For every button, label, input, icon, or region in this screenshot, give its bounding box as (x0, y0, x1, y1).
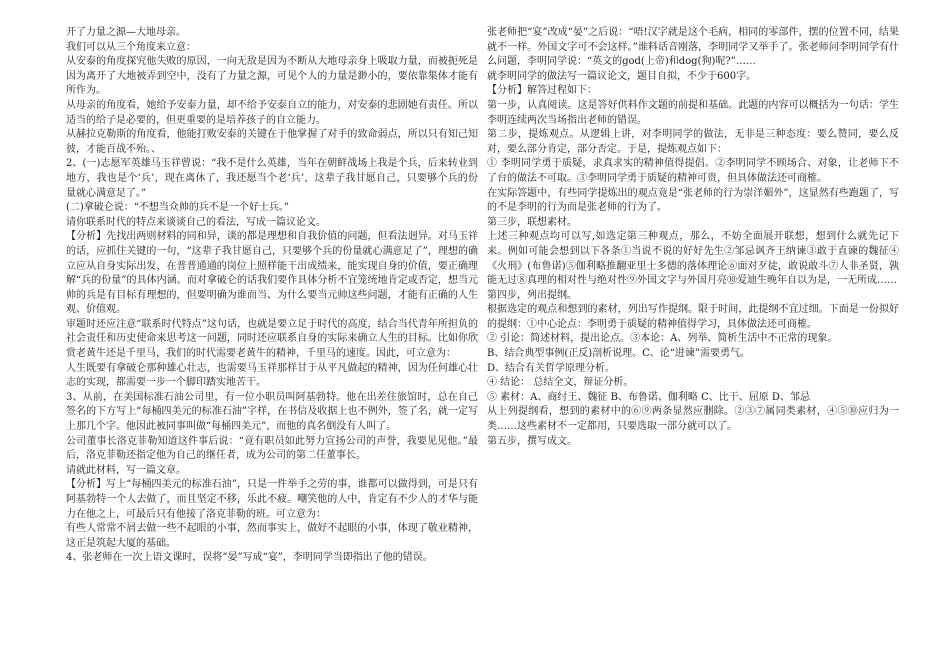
left-column (66, 26, 478, 566)
left-paragraph: 3、从前，在美国标准石油公司里，有一位小职员叫阿基勃特。他在出差住旅馆时，总在自己签名的下方写上“每桶四美元的标准石油”字样，在书信及收据上也不例外，签了名，就一定写上那几个字。他因此被同事叫做“每桶四美元”，而他的真名倒没有人叫了。 (66, 391, 478, 433)
left-paragraph: (二)拿破仑说：“不想当众帅的兵不是一个好士兵。” (66, 202, 290, 214)
left-paragraph: 【分析】先找出两则材料的同和异，谈的都是理想和自我价值的问题，但看法迥异。对马玉祥的话，应抓住关键的一句，“这辈子我甘愿自己，只要够个兵的份量就心满意足了”，理想的确立应从自身实际出发，在普普通通的岗位上照样能干出成绩来，能实现自身的价值，要正确理解“兵的份量”的具体内涵。而对拿破仑的话我们要作具体分析不宜笼统地肯定或否定，想当元帅的兵是有目标有理想的，但要明确为谁而当、为什么要当元帅这些问题，才能有正确的人生观、价值观。 (66, 231, 478, 316)
left-paragraph: 4、张老师在一次上语文课时，误将“晏”写成“宴”，李明同学当即指出了他的错误。 (66, 552, 433, 564)
right-paragraph: 就李明同学的做法写一篇议论文，题目自拟，不少于600字。 (487, 70, 757, 82)
left-paragraph: 人生既要有拿破仑那种雄心壮志，也需要马玉祥那样甘于从平凡做起的精神，因为任何雄心壮志的实现，都需要一步一个脚印踏实地苦干。 (66, 362, 478, 389)
left-paragraph: 我们可以从三个角度来立意： (66, 41, 196, 53)
right-paragraph: ④ 结论： 总结全文，辩证分析。 (487, 377, 634, 389)
right-paragraph: 【分析】解答过程如下： (487, 85, 597, 97)
left-paragraph: 从赫拉克勒斯的角度看，他能打败安泰的关键在于他掌握了对手的致命弱点，所以只有知己知彼，才能百战不殆。、 (66, 129, 478, 155)
right-paragraph: 第四步，列出提纲。 (487, 289, 577, 301)
left-paragraph: 公司董事长洛克菲勒知道这件事后说：“竟有职员如此努力宣扬公司的声誉，我要见见他。”最后，洛克菲勒还指定他为自己的继任者，成为公司的第二任董事长。 (66, 435, 478, 462)
left-paragraph: 从安泰的角度探究他失败的原因，一向无敌是因为不断从大地母亲身上吸取力量，而被扼死是因为离开了大地被弄到空中，没有了力量之源，可见个人的力量是渺小的，要依靠集体才能有所作为。 (66, 56, 478, 97)
left-paragraph: 有些人常常不屑去做一些不起眼的小事，然而事实上，做好不起眼的小事，体现了敬业精神，这正是筑起大厦的基础。 (66, 523, 478, 549)
right-paragraph: B、结合典型事例(正反)剖析说理。C、论“进谏”需要勇气。 (487, 348, 751, 360)
right-paragraph: ⑤ 素材：A、商纣王、魏征 B、布鲁诺、伽利略 C、比干、屈原 D、邹忌 (487, 391, 810, 403)
right-paragraph: ① 李明同学勇于质疑，求真求实的精神值得提倡。②李明同学不顾场合、对象，让老师下不了台的做法不可取。③李明同学勇于质疑的精神可贵，但具体做法还可商榷。 (487, 158, 899, 184)
right-paragraph: 在实际答题中，有些同学提炼出的观点竟是“张老师的行为崇洋媚外”，这显然有些跑题了，写的不是李明的行为而是张老师的行为了。 (487, 187, 899, 214)
left-paragraph: 从母亲的角度看，她给予安泰力量，却不给予安泰自立的能力，对安泰的悲剧她有责任。所以适当的给子是必要的，但更重要的是培养孩子的自立能力。 (66, 99, 478, 126)
right-paragraph: 张老师把“宴”改成“晏”之后说：“唔!汉字就是这个毛病，相同的零部件，摆的位置不同，结果就不一样。外国文字可不会这样。”谁料话音刚落，李明同学又举手了。张老师问李明同学有什么问题，李明同学说：“英文的god(上帝)和dog(狗)呢?”…… (487, 27, 899, 68)
right-paragraph: ② 引论：简述材料，提出论点。③本论：A、列举、简析生活中不正常的现象。 (487, 333, 838, 345)
left-paragraph: 2、(一)志愿军英雄马玉祥曾说：“我不是什么英雄，当年在朝鲜战场上我是个兵，后来转业到地方，我也是个‘兵’，现在离休了，我还愿当个老‘兵’，这辈子我甘愿自己，只要够个兵的份量就心满意足了。” (66, 158, 478, 199)
right-paragraph: 第一步，认真阅读。这是答好供料作文题的前提和基础。此题的内容可以概括为一句话：学生李明连续两次当场指出老师的错误。 (487, 99, 899, 126)
left-paragraph: 开了力量之源—大地母亲。 (66, 27, 186, 38)
left-paragraph: 请你联系时代的特点来谈谈自己的看法，写成一篇议论文。 (66, 216, 326, 228)
right-paragraph: 第二步，提炼观点。从逻辑上讲，对李明同学的做法，无非是三种态度：要么赞同，要么反对，要么部分肯定，部分否定。于是，提炼观点如下： (487, 129, 899, 155)
right-paragraph: 上述三种观点均可以写,如选定第三种观点，那么，不妨全面展开联想，想到什么就先记下来。例如可能会想到以下各条①当说不说的好好先生②邹忌讽齐王纳谏③敢于直谏的魏征④《火刑》(布鲁诺)⑤伽利略推翻亚里士多德的落体理论⑥面对歹徒，敢说敢斗⑦人非圣贤，孰能无过⑧真理的相对性与绝对性⑨外国文字与外国月亮⑩爱迪生晚年自以为是，一无所成…… (487, 231, 899, 287)
left-paragraph: 【分析】写上“每桶四美元的标准石油”，只是一件举手之劳的事，谁都可以做得到，可是只有阿基勃特一个人去做了，而且坚定不移，乐此不疲。嘲笑他的人中，肯定有不少人的才华与能力在他之上，可最后只有他接了洛克菲勒的班。可立意为： (66, 479, 478, 520)
right-paragraph: 第三步，联想素材。 (487, 216, 577, 228)
right-paragraph: 根据选定的观点和想到的素材，列出写作提纲。限于时间，此提纲不宜过细。下面是一份拟好的提纲：①中心论点：李明勇于质疑的精神值得学习，具体做法还可商榷。 (487, 304, 899, 330)
right-paragraph: 从上列提纲看，想到的素材中的⑥⑨两条显然应删除。②③⑦属同类素材，④⑤⑩应归为一类……这些素材不一定都用，只要选取一部分就可以了。 (487, 406, 899, 433)
right-paragraph: 第五步，撰写成文。 (487, 435, 577, 447)
right-column (487, 26, 899, 449)
right-paragraph: D、结合有关哲学原理分析。 (487, 362, 616, 374)
left-paragraph: 审题时还应注意“联系时代特点”这句话，也就是要立足于时代的高度，结合当代青年所担负的社会责任和历史使命来思考这一问题，同时还应联系自身的实际来确立人生的目标。比如你欣赏老黄牛还是千里马，我们的时代需要老黄牛的精神，千里马的速度。因此，可立意为： (66, 318, 478, 360)
left-paragraph: 请就此材料，写一篇文章。 (66, 464, 186, 476)
